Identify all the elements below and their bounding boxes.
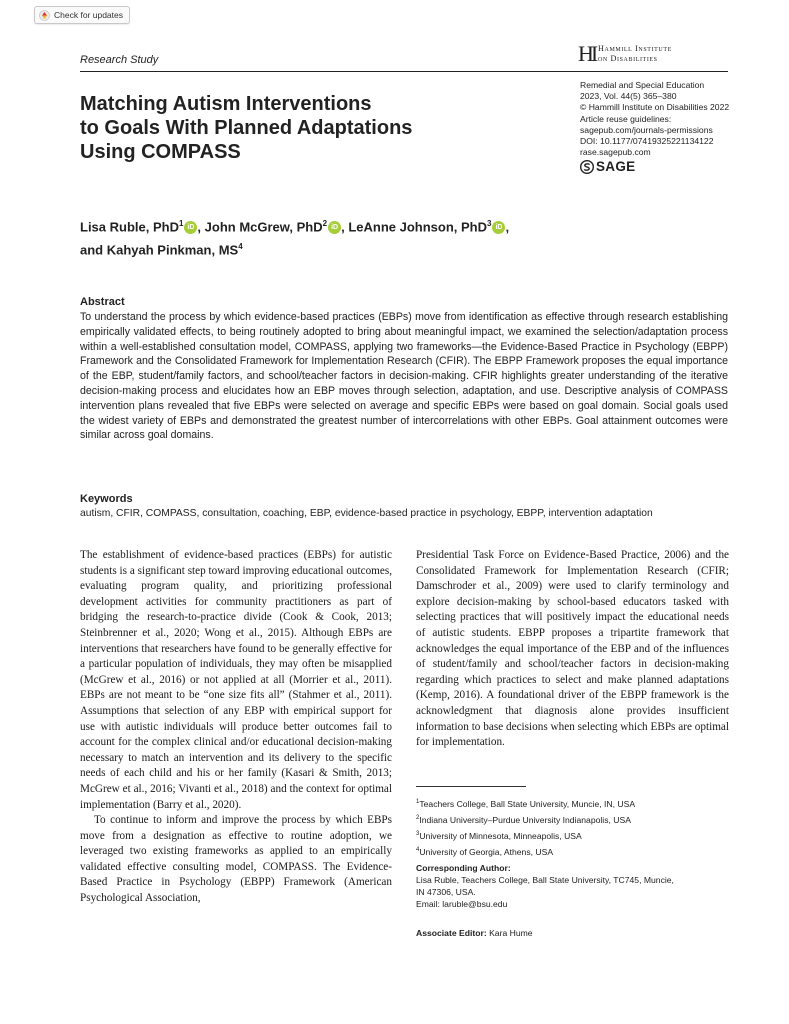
orcid-icon[interactable]: iD	[492, 221, 505, 234]
affiliation-text: University of Georgia, Athens, USA	[419, 846, 554, 857]
affiliation-sup: 2	[416, 814, 420, 821]
author-separator: ,	[505, 219, 510, 235]
journal-site-link[interactable]: rase.sagepub.com	[580, 147, 651, 158]
title-line: Using COMPASS	[80, 141, 241, 163]
keywords-heading: Keywords	[80, 493, 133, 505]
affiliation-sup: 1	[416, 799, 420, 805]
author-name: John McGrew, PhD	[204, 219, 323, 235]
journal-meta-line: © Hammill Institute on Disabilities 2022	[580, 102, 730, 113]
body-paragraph: To continue to inform and improve the process by which EBPs move from a designation as effective to routine adoption, we leveraged two existing frameworks as applied to an empirically validated effective consulting model, COMPASS. The Evidence-Based Practice in Psychology (EBPP) Framework (American Psychological Association,	[80, 814, 392, 905]
sage-mark-icon	[580, 160, 594, 174]
affiliation-text: Indiana University–Purdue University Indianapolis, USA	[419, 814, 631, 825]
affiliation-line	[416, 811, 635, 827]
permissions-link[interactable]: sagepub.com/journals-permissions	[580, 124, 713, 135]
abstract-heading: Abstract	[80, 296, 125, 308]
author-list	[80, 214, 640, 261]
affiliation-text: Teachers College, Ball State University, Muncie, IN, USA	[419, 798, 636, 809]
corresponding-heading: Corresponding Author:	[416, 863, 511, 873]
orcid-icon[interactable]: iD	[328, 221, 341, 234]
crossmark-icon	[39, 10, 50, 21]
affiliation-text: University of Minnesota, Minneapolis, USA	[419, 830, 582, 841]
body-column-left	[80, 548, 392, 907]
journal-meta-line: 2023, Vol. 44(5) 365–380	[580, 91, 677, 102]
author-name: LeAnne Johnson, PhD	[348, 219, 487, 235]
author-name: and Kahyah Pinkman, MS	[80, 242, 239, 258]
hammill-logo-line1: Hammill Institute	[598, 44, 672, 53]
author-affiliation-sup: 2	[322, 219, 328, 228]
corresponding-line: IN 47306, USA.	[416, 887, 476, 897]
sage-wordmark: SAGE	[596, 159, 636, 174]
journal-meta-line: Article reuse guidelines:	[580, 113, 672, 124]
author-separator: ,	[197, 219, 205, 235]
hammill-logo-line2: on Disabilities	[598, 54, 658, 63]
author-affiliation-sup: 1	[178, 219, 184, 228]
article-title	[80, 92, 520, 164]
body-paragraph: Presidential Task Force on Evidence-Based Practice, 2006) and the Consolidated Framework for Implementation Research (CFIR; Damschroder et al., 2009) were used to clarify terminology and explore decision-making by school-based educators tasked with selecting practices that will positively impact the educational needs of autistic students. EBPP proposes a tripartite framework that acknowledges the equal importance of the EBP and of the influences of student/family and school/teacher factors in decision-making regarding which practices to select and make planned adaptations (Kemp, 2016). A foundational driver of the EBPP framework is the acknowledgment that diagnosis alone provides insufficient information to base decisions when selecting which EBPs are optimal for implementation.	[416, 549, 729, 749]
author-affiliation-sup: 4	[238, 242, 243, 252]
associate-editor	[416, 928, 533, 938]
affiliation-sup: 4	[416, 846, 420, 853]
section-label: Research Study	[80, 54, 159, 66]
check-for-updates-badge[interactable]	[34, 6, 130, 24]
affiliation-line	[416, 843, 635, 859]
title-line: Matching Autism Interventions	[80, 93, 372, 115]
author-separator: ,	[341, 219, 349, 235]
journal-meta	[580, 80, 729, 158]
body-paragraph: The establishment of evidence-based practices (EBPs) for autistic students is a significant step toward improving educational outcomes, evaluating program quality, and prioritizing professional development activities for community practitioners as part of bridging the research-to-practice divide (Cook & Cook, 2013; Steinbrenner et al., 2020; Wong et al., 2015). Although EBPs are interventions that researchers have found to be generally effective for a particular population of individuals, they may often be misapplied (McGrew et al., 2016) or not applied at all (Morrier et al., 2011). EBPs are not meant to be “one size fits all” (Stahmer et al., 2011). Assumptions that selection of any EBP with empirical support for use with autistic individuals will produce better outcomes fail to account for the complex clinical and/or educational decision-making necessary to match an intervention and its delivery to the specific needs of each child and his or her family (Kasari & Smith, 2013; McGrew et al., 2016; Vivanti et al., 2018) and the context for optimal implementation (Barry et al., 2020).	[80, 549, 392, 811]
footnote-rule	[416, 786, 526, 787]
title-line: to Goals With Planned Adaptations	[80, 117, 413, 139]
abstract-text: To understand the process by which evidence-based practices (EBPs) move from identification as effective through research establishing empirically validated effects, to being routinely adopted to bring about meaningful impact, we examined the selection/adaptation process within a well-established consultation model, COMPASS, applying two frameworks—the Evidence-Based Practice in Psychology (EBPP) Framework and the Consolidated Framework for Implementation Research (CFIR). The EBPP Framework proposes the equal importance of the EBP, student/family factors, and school/teacher factors in decision-making. CFIR highlights greater understanding of the iterative decision-making process and elucidates how an EBP moves through selection, adaptation, and use. Descriptive analysis of COMPASS intervention plans revealed that five EBPs were selected on average and specific EBPs were based on goal domain. Social goals used the widest variety of EBPs and demonstrated the greatest number of intercorrelations with other EBPs. Goal attainment outcomes were similar across goal domains.	[80, 311, 728, 442]
associate-editor-label: Associate Editor:	[416, 928, 487, 938]
keywords-text: autism, CFIR, COMPASS, consultation, coaching, EBP, evidence-based practice in psychology, EBPP, intervention adaptation	[80, 508, 653, 519]
affiliations	[416, 795, 635, 858]
associate-editor-name: Kara Hume	[489, 928, 533, 938]
corresponding-email[interactable]: Email: laruble@bsu.edu	[416, 899, 508, 909]
corresponding-author	[416, 862, 674, 910]
header-rule	[80, 71, 728, 72]
author-affiliation-sup: 3	[487, 219, 492, 228]
hammill-logo-letters: HI	[578, 41, 596, 66]
affiliation-line	[416, 827, 635, 843]
hammill-logo	[578, 41, 738, 67]
orcid-icon[interactable]: iD	[184, 221, 197, 234]
journal-meta-line: Remedial and Special Education	[580, 80, 705, 90]
corresponding-line: Lisa Ruble, Teachers College, Ball State University, TC745, Muncie,	[416, 875, 674, 885]
sage-logo	[580, 159, 635, 174]
body-column-right	[416, 548, 729, 751]
check-for-updates-label: Check for updates	[54, 10, 123, 20]
affiliation-line	[416, 795, 635, 811]
affiliation-sup: 3	[416, 830, 420, 837]
doi-link[interactable]: DOI: 10.1177/07419325221134122	[580, 136, 714, 147]
author-name: Lisa Ruble, PhD	[80, 219, 179, 235]
